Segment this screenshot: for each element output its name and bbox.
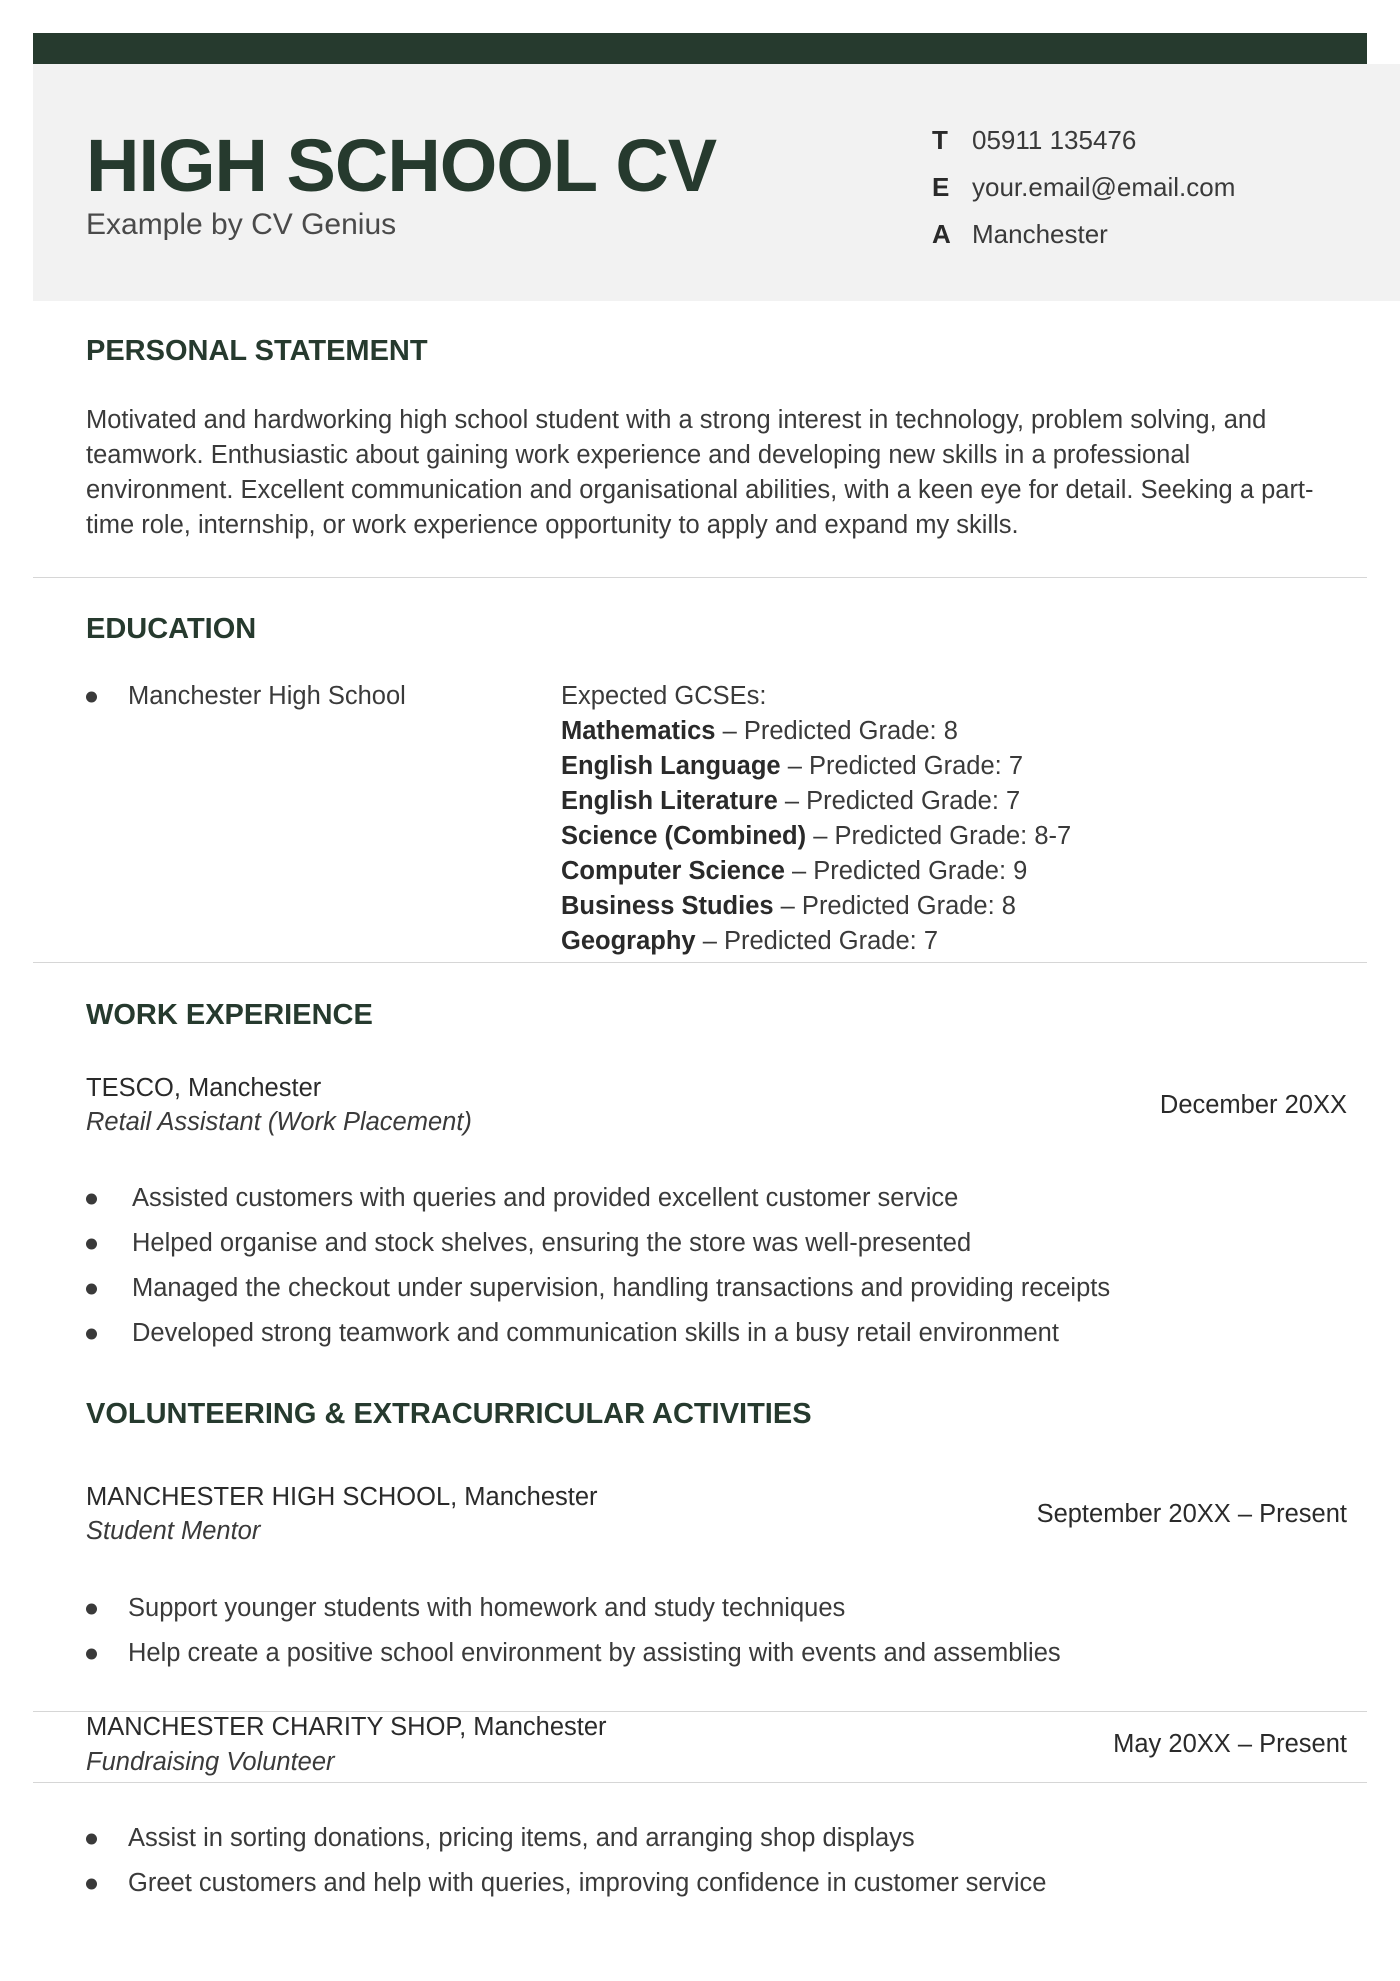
section-divider — [33, 577, 1367, 578]
gcse-row — [561, 924, 1071, 959]
gcse-row — [561, 784, 1071, 819]
personal-statement-text: Motivated and hardworking high school student with a strong interest in technology, problem solving, and teamwork. Enthusiastic about gaining work experience and developing new skills in a professional environment. Excellent communication and organisational abilities, with a keen eye for detail. Seeking a part-time role, internship, or work experience opportunity to apply and expand my skills. — [86, 406, 1314, 539]
gcse-subject: English Literature — [561, 787, 778, 815]
bullet-icon — [86, 1648, 97, 1659]
section-divider — [33, 1782, 1367, 1783]
gcse-subject: Science (Combined) — [561, 822, 807, 850]
bullet-icon — [86, 1878, 97, 1889]
cv-title: HIGH SCHOOL CV — [86, 124, 717, 207]
gcse-row — [561, 854, 1071, 889]
list-item — [86, 1266, 1110, 1311]
list-item — [86, 1586, 1061, 1631]
gcse-grade: – Predicted Grade: 7 — [777, 787, 1021, 815]
work-bullet-text: Helped organise and stock shelves, ensuring the store was well-presented — [132, 1229, 972, 1257]
gcse-row — [561, 749, 1071, 784]
volunteer-bullets — [86, 1816, 1046, 1906]
bullet-icon — [86, 691, 97, 702]
personal-statement-heading: PERSONAL STATEMENT — [86, 335, 428, 367]
contact-phone-key: T — [932, 125, 948, 155]
contact-phone-value: 05911 135476 — [972, 125, 1137, 155]
gcse-grade: – Predicted Grade: 8 — [715, 717, 958, 745]
work-bullet-text: Developed strong teamwork and communication skills in a busy retail environment — [132, 1319, 1059, 1347]
work-bullet-text: Managed the checkout under supervision, handling transactions and providing receipts — [132, 1274, 1111, 1302]
contact-email-value: your.email@email.com — [972, 172, 1236, 202]
contact-address — [932, 211, 1235, 258]
contact-address-value: Manchester — [972, 219, 1108, 249]
gcse-subject: Geography — [561, 927, 696, 955]
volunteer-date: September 20XX – Present — [1036, 1500, 1347, 1528]
gcse-grade: – Predicted Grade: 9 — [784, 857, 1028, 885]
education-heading: EDUCATION — [86, 613, 257, 645]
work-bullets — [86, 1176, 1110, 1356]
gcse-subject: Computer Science — [561, 857, 785, 885]
header-accent-bar — [33, 33, 1367, 64]
bullet-icon — [86, 1328, 97, 1339]
volunteer-employer: MANCHESTER HIGH SCHOOL, Manchester — [86, 1483, 598, 1511]
volunteering-heading: VOLUNTEERING & EXTRACURRICULAR ACTIVITIES — [86, 1398, 812, 1430]
volunteer-bullets — [86, 1586, 1061, 1676]
work-date: December 20XX — [1159, 1091, 1347, 1119]
section-divider — [33, 962, 1367, 963]
volunteer-date: May 20XX – Present — [1113, 1730, 1347, 1758]
bullet-icon — [86, 1833, 97, 1844]
work-experience-heading: WORK EXPERIENCE — [86, 999, 373, 1031]
gcse-grade: – Predicted Grade: 7 — [780, 752, 1023, 780]
education-school — [86, 679, 406, 714]
gcse-row — [561, 714, 1071, 749]
list-item — [86, 1816, 1046, 1861]
contact-email-key: E — [932, 172, 950, 202]
list-item — [86, 1311, 1110, 1356]
list-item — [86, 1176, 1110, 1221]
bullet-icon — [86, 1283, 97, 1294]
contact-block — [932, 117, 1235, 258]
volunteer-bullet-text: Help create a positive school environment by assisting with events and assemblies — [128, 1639, 1061, 1667]
work-role: Retail Assistant (Work Placement) — [86, 1108, 472, 1136]
bullet-icon — [86, 1193, 97, 1204]
education-school-name: Manchester High School — [128, 682, 406, 710]
volunteer-employer: MANCHESTER CHARITY SHOP, Manchester — [86, 1713, 607, 1741]
gcse-subject: English Language — [561, 752, 781, 780]
gcse-subject: Mathematics — [561, 717, 716, 745]
contact-address-key: A — [932, 219, 951, 249]
list-item — [86, 1631, 1061, 1676]
gcse-grade: – Predicted Grade: 8 — [773, 892, 1016, 920]
list-item — [86, 1221, 1110, 1266]
gcse-list — [561, 679, 1071, 959]
gcse-row — [561, 889, 1071, 924]
volunteer-bullet-text: Support younger students with homework and study techniques — [128, 1594, 846, 1622]
bullet-icon — [86, 1603, 97, 1614]
gcse-grade: – Predicted Grade: 7 — [695, 927, 939, 955]
volunteer-bullet-text: Assist in sorting donations, pricing items, and arranging shop displays — [128, 1824, 915, 1852]
gcse-grade: – Predicted Grade: 8-7 — [806, 822, 1072, 850]
contact-phone — [932, 117, 1235, 164]
gcse-subject: Business Studies — [561, 892, 774, 920]
work-employer: TESCO, Manchester — [86, 1074, 322, 1102]
bullet-icon — [86, 1238, 97, 1249]
contact-email — [932, 164, 1235, 211]
gcse-heading: Expected GCSEs: — [561, 682, 767, 710]
gcse-row — [561, 819, 1071, 854]
cv-subtitle: Example by CV Genius — [86, 208, 397, 241]
volunteer-role: Student Mentor — [86, 1517, 261, 1545]
list-item — [86, 1861, 1046, 1906]
work-bullet-text: Assisted customers with queries and provided excellent customer service — [132, 1184, 959, 1212]
volunteer-bullet-text: Greet customers and help with queries, improving confidence in customer service — [128, 1869, 1047, 1897]
volunteer-role: Fundraising Volunteer — [86, 1748, 335, 1776]
